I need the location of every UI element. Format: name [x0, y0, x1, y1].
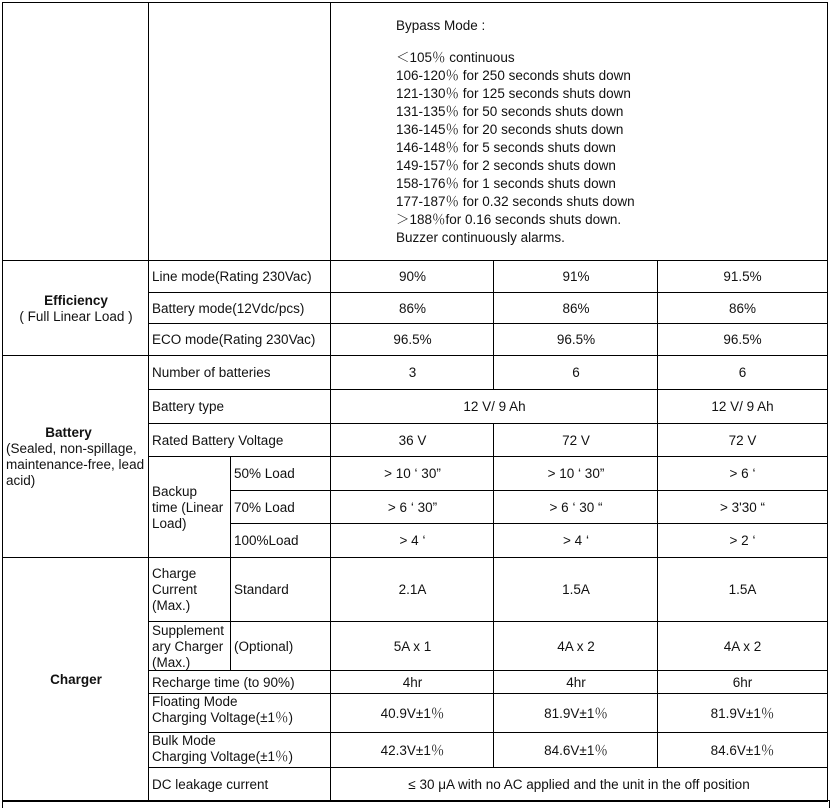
recharge-time-value: 6hr [657, 670, 828, 695]
bypass-line: 136-145％ for 20 seconds shuts down [396, 122, 624, 137]
charge-current-label: Charge Current (Max.) [148, 557, 232, 623]
floating-voltage-label-2: Charging Voltage(±1％) [152, 710, 293, 725]
floating-voltage-label-1: Floating Mode [152, 694, 238, 709]
charge-current-sublabel: Standard [230, 557, 332, 623]
bypass-line: 146-148％ for 5 seconds shuts down [396, 140, 616, 155]
charge-current-value: 1.5A [657, 557, 828, 623]
efficiency-value: 86% [330, 292, 495, 325]
backup-time-label: Backup time (Linear Load) [148, 456, 232, 559]
backup-time-value: > 6 ‘ 30 “ [493, 490, 659, 525]
efficiency-value: 86% [493, 292, 659, 325]
rated-voltage-value: 36 V [330, 423, 495, 458]
battery-subtitle: (Sealed, non-spillage, maintenance-free, lead acid) [6, 441, 145, 488]
rated-voltage-value: 72 V [657, 423, 828, 458]
bulk-voltage-label-1: Bulk Mode [152, 733, 216, 748]
backup-time-value: > 10 ‘ 30” [330, 456, 495, 492]
supplementary-charger-label: Supplementary Charger (Max.) [148, 621, 232, 672]
bulk-voltage-value: 84.6V±1％ [657, 732, 828, 769]
floating-voltage-value: 40.9V±1％ [330, 693, 495, 734]
bypass-mode-text [396, 17, 635, 247]
bulk-voltage-value: 84.6V±1％ [493, 732, 659, 769]
bypass-line: ＜105％ continuous [396, 50, 515, 65]
recharge-time-value: 4hr [330, 670, 495, 695]
bypass-line: 177-187％ for 0.32 seconds shuts down [396, 194, 635, 209]
backup-load-label: 70% Load [230, 490, 332, 525]
rated-voltage-label: Rated Battery Voltage [148, 423, 332, 458]
battery-count-label: Number of batteries [148, 355, 332, 391]
efficiency-value: 96.5% [493, 323, 659, 357]
efficiency-value: 91.5% [657, 260, 828, 294]
floating-voltage-value: 81.9V±1％ [493, 693, 659, 734]
battery-type-value: 12 V/ 9 Ah [330, 389, 659, 425]
bypass-mode-title: Bypass Mode : [396, 18, 486, 33]
charger-title: Charger [50, 671, 102, 687]
bypass-line: Buzzer continuously alarms. [396, 230, 565, 245]
backup-load-label: 50% Load [230, 456, 332, 492]
recharge-time-label: Recharge time (to 90%) [148, 670, 332, 695]
efficiency-subtitle: ( Full Linear Load ) [19, 308, 133, 324]
bypass-line: 106-120％ for 250 seconds shuts down [396, 68, 631, 83]
bypass-line: 121-130％ for 125 seconds shuts down [396, 86, 631, 101]
backup-time-value: > 10 ‘ 30” [493, 456, 659, 492]
charger-group [2, 557, 150, 802]
rated-voltage-value: 72 V [493, 423, 659, 458]
backup-time-value: > 3'30 “ [657, 490, 828, 525]
bulk-voltage-value: 42.3V±1％ [330, 732, 495, 769]
backup-time-value: > 6 ‘ [657, 456, 828, 492]
battery-type-label: Battery type [148, 389, 332, 425]
bypass-line: 158-176％ for 1 seconds shuts down [396, 176, 616, 191]
efficiency-value: 86% [657, 292, 828, 325]
battery-count-value: 6 [657, 355, 828, 391]
floating-voltage-label [148, 693, 332, 734]
supplementary-charger-sublabel: (Optional) [230, 621, 332, 672]
backup-time-value: > 6 ‘ 30” [330, 490, 495, 525]
backup-load-label: 100%Load [230, 523, 332, 559]
dc-leakage-value: ≤ 30 μA with no AC applied and the unit in the off position [330, 767, 828, 802]
recharge-time-value: 4hr [493, 670, 659, 695]
efficiency-row-label: Line mode(Rating 230Vac) [148, 260, 332, 294]
efficiency-row-label: Battery mode(12Vdc/pcs) [148, 292, 332, 325]
supplementary-charger-value: 4A x 2 [657, 621, 828, 672]
bypass-line: ＞188％for 0.16 seconds shuts down. [396, 212, 622, 227]
backup-time-value: > 4 ‘ [493, 523, 659, 559]
bulk-voltage-label [148, 732, 332, 769]
bottom-row-partial [2, 800, 830, 808]
battery-title: Battery [45, 425, 92, 440]
efficiency-title: Efficiency [44, 292, 108, 308]
supplementary-charger-value: 4A x 2 [493, 621, 659, 672]
dc-leakage-label: DC leakage current [148, 767, 332, 802]
battery-group [2, 355, 150, 559]
efficiency-value: 96.5% [657, 323, 828, 357]
efficiency-value: 91% [493, 260, 659, 294]
bypass-line: 131-135％ for 50 seconds shuts down [396, 104, 624, 119]
charge-current-value: 1.5A [493, 557, 659, 623]
charge-current-value: 2.1A [330, 557, 495, 623]
top-group-cell [2, 2, 150, 262]
efficiency-value: 90% [330, 260, 495, 294]
backup-time-value: > 4 ‘ [330, 523, 495, 559]
efficiency-row-label: ECO mode(Rating 230Vac) [148, 323, 332, 357]
supplementary-charger-value: 5A x 1 [330, 621, 495, 672]
battery-type-value: 12 V/ 9 Ah [657, 389, 828, 425]
floating-voltage-value: 81.9V±1％ [657, 693, 828, 734]
efficiency-group [2, 260, 150, 357]
battery-count-value: 3 [330, 355, 495, 391]
bypass-line: 149-157％ for 2 seconds shuts down [396, 158, 616, 173]
top-label-cell [148, 2, 332, 262]
backup-time-value: > 2 ‘ [657, 523, 828, 559]
bulk-voltage-label-2: Charging Voltage(±1％) [152, 749, 293, 764]
battery-count-value: 6 [493, 355, 659, 391]
efficiency-value: 96.5% [330, 323, 495, 357]
